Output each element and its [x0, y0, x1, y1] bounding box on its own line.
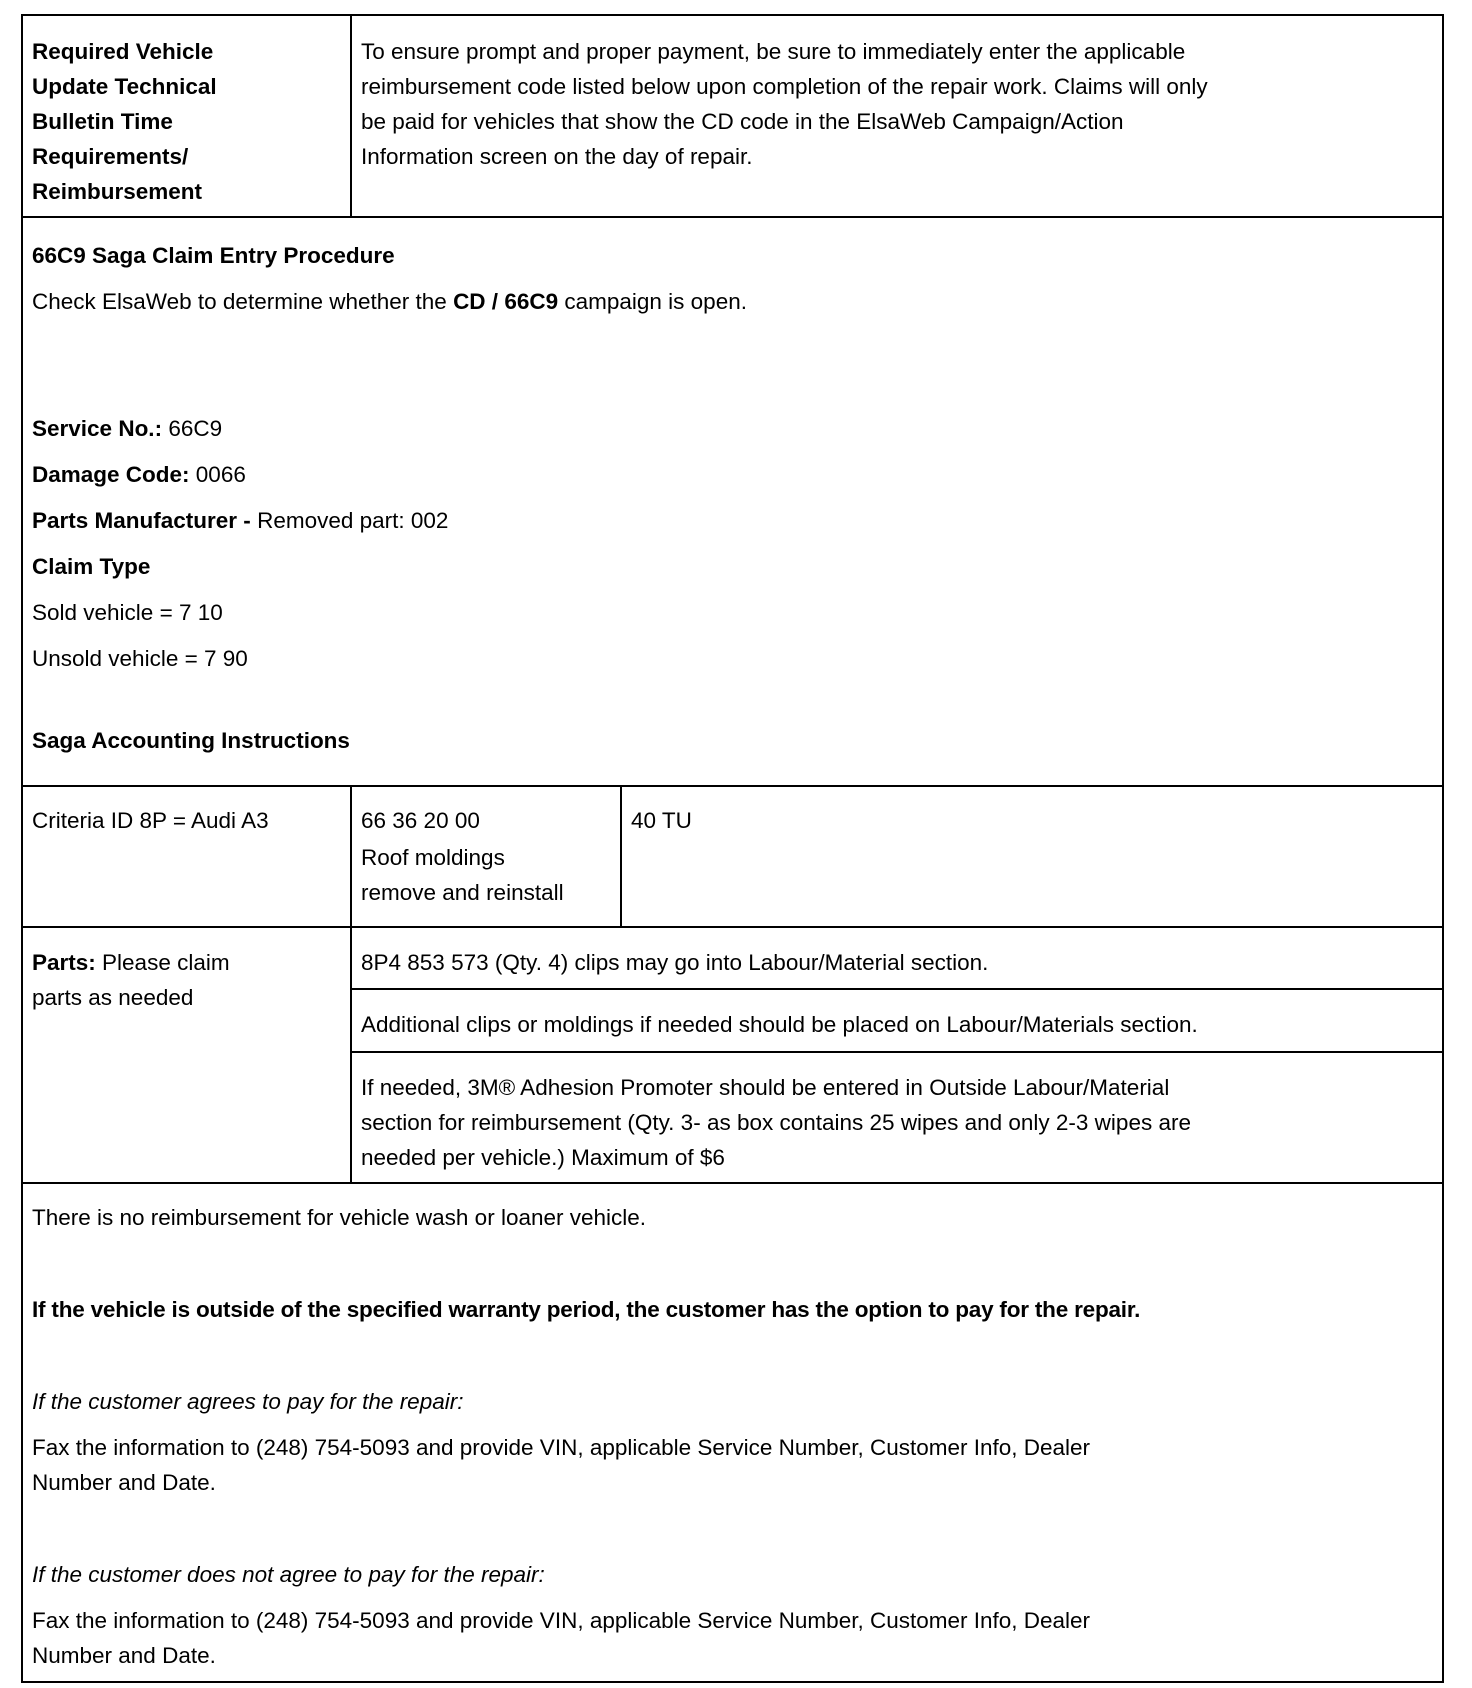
disagrees-text: Number and Date.	[32, 1643, 216, 1668]
claim-type-label: Claim Type	[32, 554, 151, 579]
labor-desc: Roof moldings	[361, 845, 505, 870]
parts-item-text: 8P4 853 573 (Qty. 4) clips may go into Labour/Material section.	[361, 950, 989, 975]
divider	[23, 1182, 1442, 1184]
header-text-line: Information screen on the day of repair.	[361, 144, 753, 169]
disagrees-heading: If the customer does not agree to pay for the repair:	[32, 1562, 545, 1587]
divider	[350, 1051, 1442, 1053]
labor-operation	[352, 803, 620, 910]
value: Removed part: 002	[250, 508, 449, 533]
label: Service No.:	[32, 416, 163, 441]
criteria-id: Criteria ID 8P = Audi A3	[32, 808, 269, 833]
header-text	[352, 34, 1442, 174]
parts-label	[23, 945, 350, 1015]
time-units: 40 TU	[631, 808, 692, 833]
header-label-line: Update Technical	[32, 74, 217, 99]
divider	[23, 216, 1442, 218]
accounting-title: Saga Accounting Instructions	[32, 728, 350, 753]
agrees-heading: If the customer agrees to pay for the repair:	[32, 1389, 464, 1414]
no-reimbursement-note: There is no reimbursement for vehicle wash or loaner vehicle.	[32, 1205, 647, 1230]
divider	[23, 926, 1442, 928]
campaign-code: CD / 66C9	[453, 289, 559, 314]
warranty-note: If the vehicle is outside of the specified warranty period, the customer has the option to pay for the repair.	[32, 1297, 1141, 1322]
sold-vehicle: Sold vehicle = 7 10	[32, 600, 223, 625]
parts-label-line	[32, 945, 341, 980]
notes-section	[23, 1200, 1442, 1673]
check-text: Check ElsaWeb to determine whether the	[32, 289, 454, 314]
header-text-line: To ensure prompt and proper payment, be sure to immediately enter the applicable	[361, 39, 1186, 64]
parts-item-text: needed per vehicle.) Maximum of $6	[361, 1145, 725, 1170]
agrees-text: Fax the information to (248) 754-5093 and provide VIN, applicable Service Number, Customer Info, Dealer	[32, 1435, 1091, 1460]
parts-item-text: section for reimbursement (Qty. 3- as box contains 25 wipes and only 2-3 wipes are	[361, 1110, 1191, 1135]
parts-item	[352, 945, 1442, 980]
labor-op-code: 66 36 20 00	[361, 808, 480, 833]
parts-manufacturer	[32, 503, 1433, 538]
value: 66C9	[162, 416, 223, 441]
parts-item-text: If needed, 3M® Adhesion Promoter should be entered in Outside Labour/Material	[361, 1075, 1170, 1100]
parts-item	[352, 1007, 1442, 1042]
damage-code	[32, 457, 1433, 492]
label: Parts:	[32, 950, 96, 975]
procedure-section	[23, 238, 1442, 758]
parts-item	[352, 1070, 1442, 1175]
disagrees-text: Fax the information to (248) 754-5093 and provide VIN, applicable Service Number, Customer Info, Dealer	[32, 1608, 1091, 1633]
labor-desc: remove and reinstall	[361, 880, 564, 905]
parts-label-line: parts as needed	[32, 985, 194, 1010]
check-text: campaign is open.	[558, 289, 747, 314]
header-text-line: reimbursement code listed below upon completion of the repair work. Claims will only	[361, 74, 1208, 99]
header-label-line: Requirements/	[32, 144, 189, 169]
header-label-line: Bulletin Time	[32, 109, 173, 134]
header-label-line: Required Vehicle	[32, 39, 214, 64]
divider	[23, 785, 1442, 787]
check-elsaweb	[32, 284, 1433, 319]
parts-item-text: Additional clips or moldings if needed should be placed on Labour/Materials section.	[361, 1012, 1198, 1037]
header-text-line: be paid for vehicles that show the CD code in the ElsaWeb Campaign/Action	[361, 109, 1124, 134]
header-label-line: Reimbursement	[32, 179, 203, 204]
service-no	[32, 411, 1433, 446]
value: 0066	[189, 462, 246, 487]
agrees-text: Number and Date.	[32, 1470, 216, 1495]
divider	[350, 988, 1442, 990]
label: Damage Code:	[32, 462, 190, 487]
unsold-vehicle: Unsold vehicle = 7 90	[32, 646, 248, 671]
reimbursement-table	[21, 14, 1444, 1683]
value: Please claim	[95, 950, 230, 975]
header-label	[23, 34, 350, 209]
procedure-title: 66C9 Saga Claim Entry Procedure	[32, 243, 395, 268]
label: Parts Manufacturer -	[32, 508, 251, 533]
